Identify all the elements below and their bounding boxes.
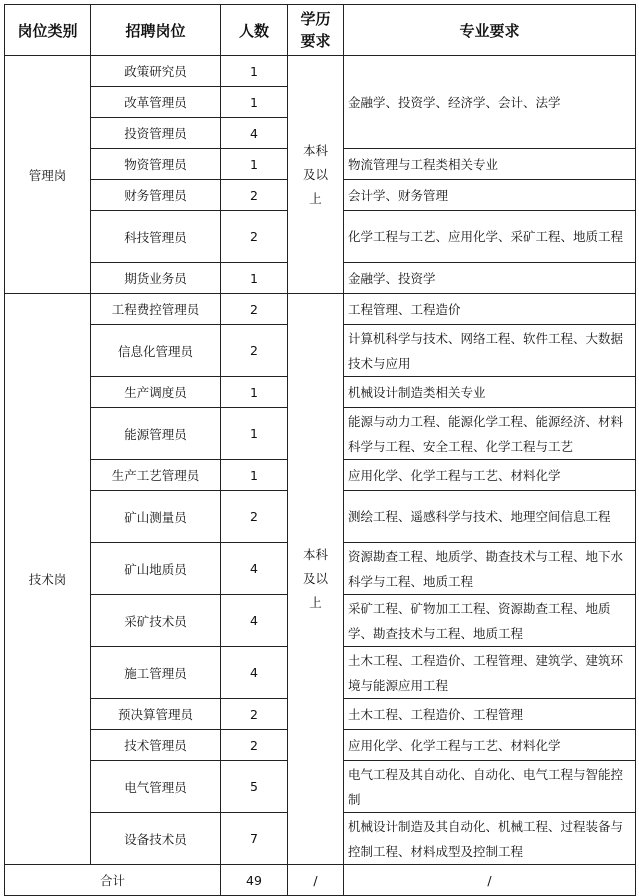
position-cell: 期货业务员 [91,263,221,294]
count-cell: 4 [221,118,288,149]
major-cell: 采矿工程、矿物加工工程、资源勘查工程、地质学、勘查技术与工程、地质工程 [344,595,636,647]
count-cell: 2 [221,491,288,543]
position-cell: 工程费控管理员 [91,294,221,325]
position-cell: 生产调度员 [91,377,221,408]
recruitment-table [4,4,636,896]
count-cell: 7 [221,813,288,865]
count-cell: 1 [221,377,288,408]
count-cell: 2 [221,180,288,211]
header-count: 人数 [221,5,288,56]
major-cell: 计算机科学与技术、网络工程、软件工程、大数据技术与应用 [344,325,636,377]
header-row [5,5,636,56]
total-education: / [288,865,344,896]
total-row [5,865,636,896]
major-cell: 测绘工程、遥感科学与技术、地理空间信息工程 [344,491,636,543]
position-cell: 生产工艺管理员 [91,460,221,491]
position-cell: 信息化管理员 [91,325,221,377]
major-cell: 工程管理、工程造价 [344,294,636,325]
position-cell: 财务管理员 [91,180,221,211]
major-cell: 机械设计制造及其自动化、机械工程、过程装备与控制工程、材料成型及控制工程 [344,813,636,865]
position-cell: 物资管理员 [91,149,221,180]
position-cell: 技术管理员 [91,730,221,761]
position-cell: 政策研究员 [91,56,221,87]
total-count: 49 [221,865,288,896]
education-cell: 本科及以上 [288,294,344,865]
total-label: 合计 [5,865,221,896]
major-cell: 会计学、财务管理 [344,180,636,211]
table-row [5,56,636,87]
major-cell: 应用化学、化学工程与工艺、材料化学 [344,730,636,761]
major-cell: 能源与动力工程、能源化学工程、能源经济、材料科学与工程、安全工程、化学工程与工艺 [344,408,636,460]
major-cell: 土木工程、工程造价、工程管理、建筑学、建筑环境与能源应用工程 [344,647,636,699]
count-cell: 4 [221,543,288,595]
position-cell: 科技管理员 [91,211,221,263]
position-cell: 采矿技术员 [91,595,221,647]
count-cell: 1 [221,263,288,294]
header-education: 学历要求 [288,5,344,56]
count-cell: 2 [221,294,288,325]
table-row [5,294,636,325]
major-cell: 物流管理与工程类相关专业 [344,149,636,180]
header-category: 岗位类别 [5,5,91,56]
major-cell: 应用化学、化学工程与工艺、材料化学 [344,460,636,491]
count-cell: 2 [221,211,288,263]
count-cell: 2 [221,325,288,377]
position-cell: 施工管理员 [91,647,221,699]
major-cell: 金融学、投资学、经济学、会计、法学 [344,56,636,149]
category-cell: 技术岗 [5,294,91,865]
count-cell: 1 [221,408,288,460]
position-cell: 预决算管理员 [91,699,221,730]
major-cell: 土木工程、工程造价、工程管理 [344,699,636,730]
count-cell: 1 [221,87,288,118]
position-cell: 设备技术员 [91,813,221,865]
count-cell: 4 [221,595,288,647]
major-cell: 化学工程与工艺、应用化学、采矿工程、地质工程 [344,211,636,263]
count-cell: 1 [221,56,288,87]
total-major: / [344,865,636,896]
category-cell: 管理岗 [5,56,91,294]
count-cell: 1 [221,460,288,491]
education-cell: 本科及以上 [288,56,344,294]
position-cell: 矿山地质员 [91,543,221,595]
count-cell: 2 [221,699,288,730]
count-cell: 4 [221,647,288,699]
count-cell: 1 [221,149,288,180]
major-cell: 资源勘查工程、地质学、勘查技术与工程、地下水科学与工程、地质工程 [344,543,636,595]
position-cell: 电气管理员 [91,761,221,813]
header-major: 专业要求 [344,5,636,56]
count-cell: 5 [221,761,288,813]
position-cell: 能源管理员 [91,408,221,460]
major-cell: 金融学、投资学 [344,263,636,294]
count-cell: 2 [221,730,288,761]
position-cell: 改革管理员 [91,87,221,118]
position-cell: 投资管理员 [91,118,221,149]
major-cell: 电气工程及其自动化、自动化、电气工程与智能控制 [344,761,636,813]
major-cell: 机械设计制造类相关专业 [344,377,636,408]
position-cell: 矿山测量员 [91,491,221,543]
header-position: 招聘岗位 [91,5,221,56]
